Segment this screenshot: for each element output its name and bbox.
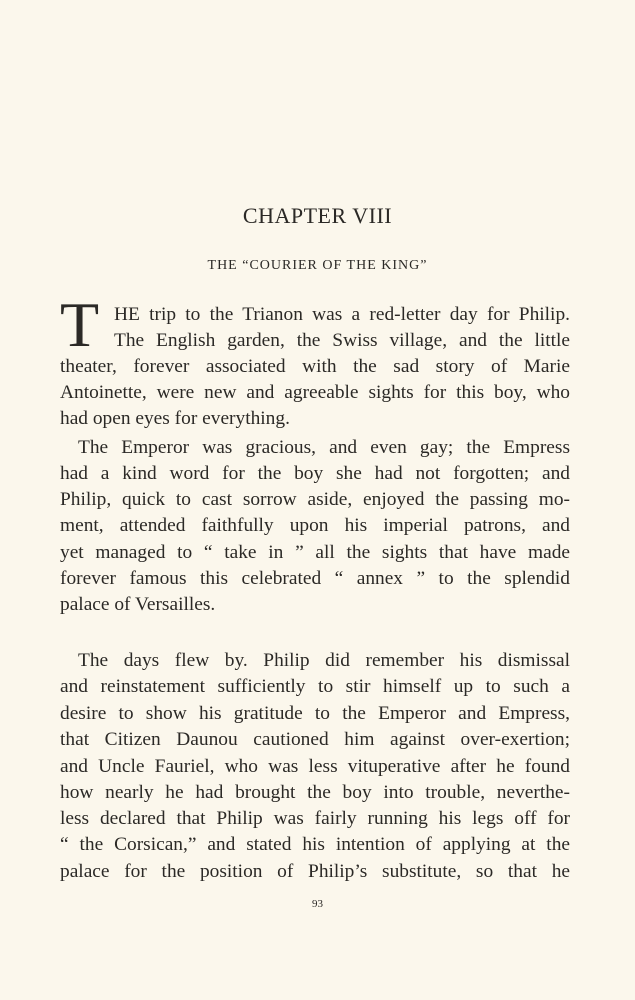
text-line: that Citizen Daunou cautioned him against over-exertion; <box>60 729 570 750</box>
text-line: forever famous this celebrated “ annex ” to the splendid <box>60 568 570 589</box>
text-line: The English garden, the Swiss village, and the little <box>114 330 570 351</box>
text-line: Philip, quick to cast sorrow aside, enjoyed the passing mo- <box>60 489 570 510</box>
text-line: and Uncle Fauriel, who was less vituperative after he found <box>60 756 570 777</box>
text-line: less declared that Philip was fairly running his legs off for <box>60 808 570 829</box>
text-line: The Emperor was gracious, and even gay; the Empress <box>78 437 570 458</box>
page-number: 93 <box>312 898 323 910</box>
text-line: how nearly he had brought the boy into trouble, neverthe- <box>60 782 570 803</box>
text-line: yet managed to “ take in ” all the sights that have made <box>60 542 570 563</box>
text-line: theater, forever associated with the sad story of Marie <box>60 356 570 377</box>
chapter-title: CHAPTER VIII <box>242 203 393 228</box>
text-line: palace for the position of Philip’s substitute, so that he <box>60 861 570 882</box>
text-line: had a kind word for the boy she had not forgotten; and <box>60 463 570 484</box>
text-line: palace of Versailles. <box>60 594 216 615</box>
text-line: Antoinette, were new and agreeable sights for this boy, who <box>60 382 570 403</box>
text-line: HE trip to the Trianon was a red-letter day for Philip. <box>114 304 570 325</box>
text-line: The days flew by. Philip did remember his dismissal <box>78 650 570 671</box>
text-line: “ the Corsican,” and stated his intention of applying at the <box>60 834 570 855</box>
text-line: and reinstatement sufficiently to stir himself up to such a <box>60 676 570 697</box>
text-line: ment, attended faithfully upon his imperial patrons, and <box>60 515 570 536</box>
drop-cap: T <box>60 289 100 360</box>
text-line: had open eyes for everything. <box>60 408 290 429</box>
text-line: desire to show his gratitude to the Emperor and Empress, <box>60 703 570 724</box>
chapter-subtitle: THE “COURIER OF THE KING” <box>207 258 428 273</box>
